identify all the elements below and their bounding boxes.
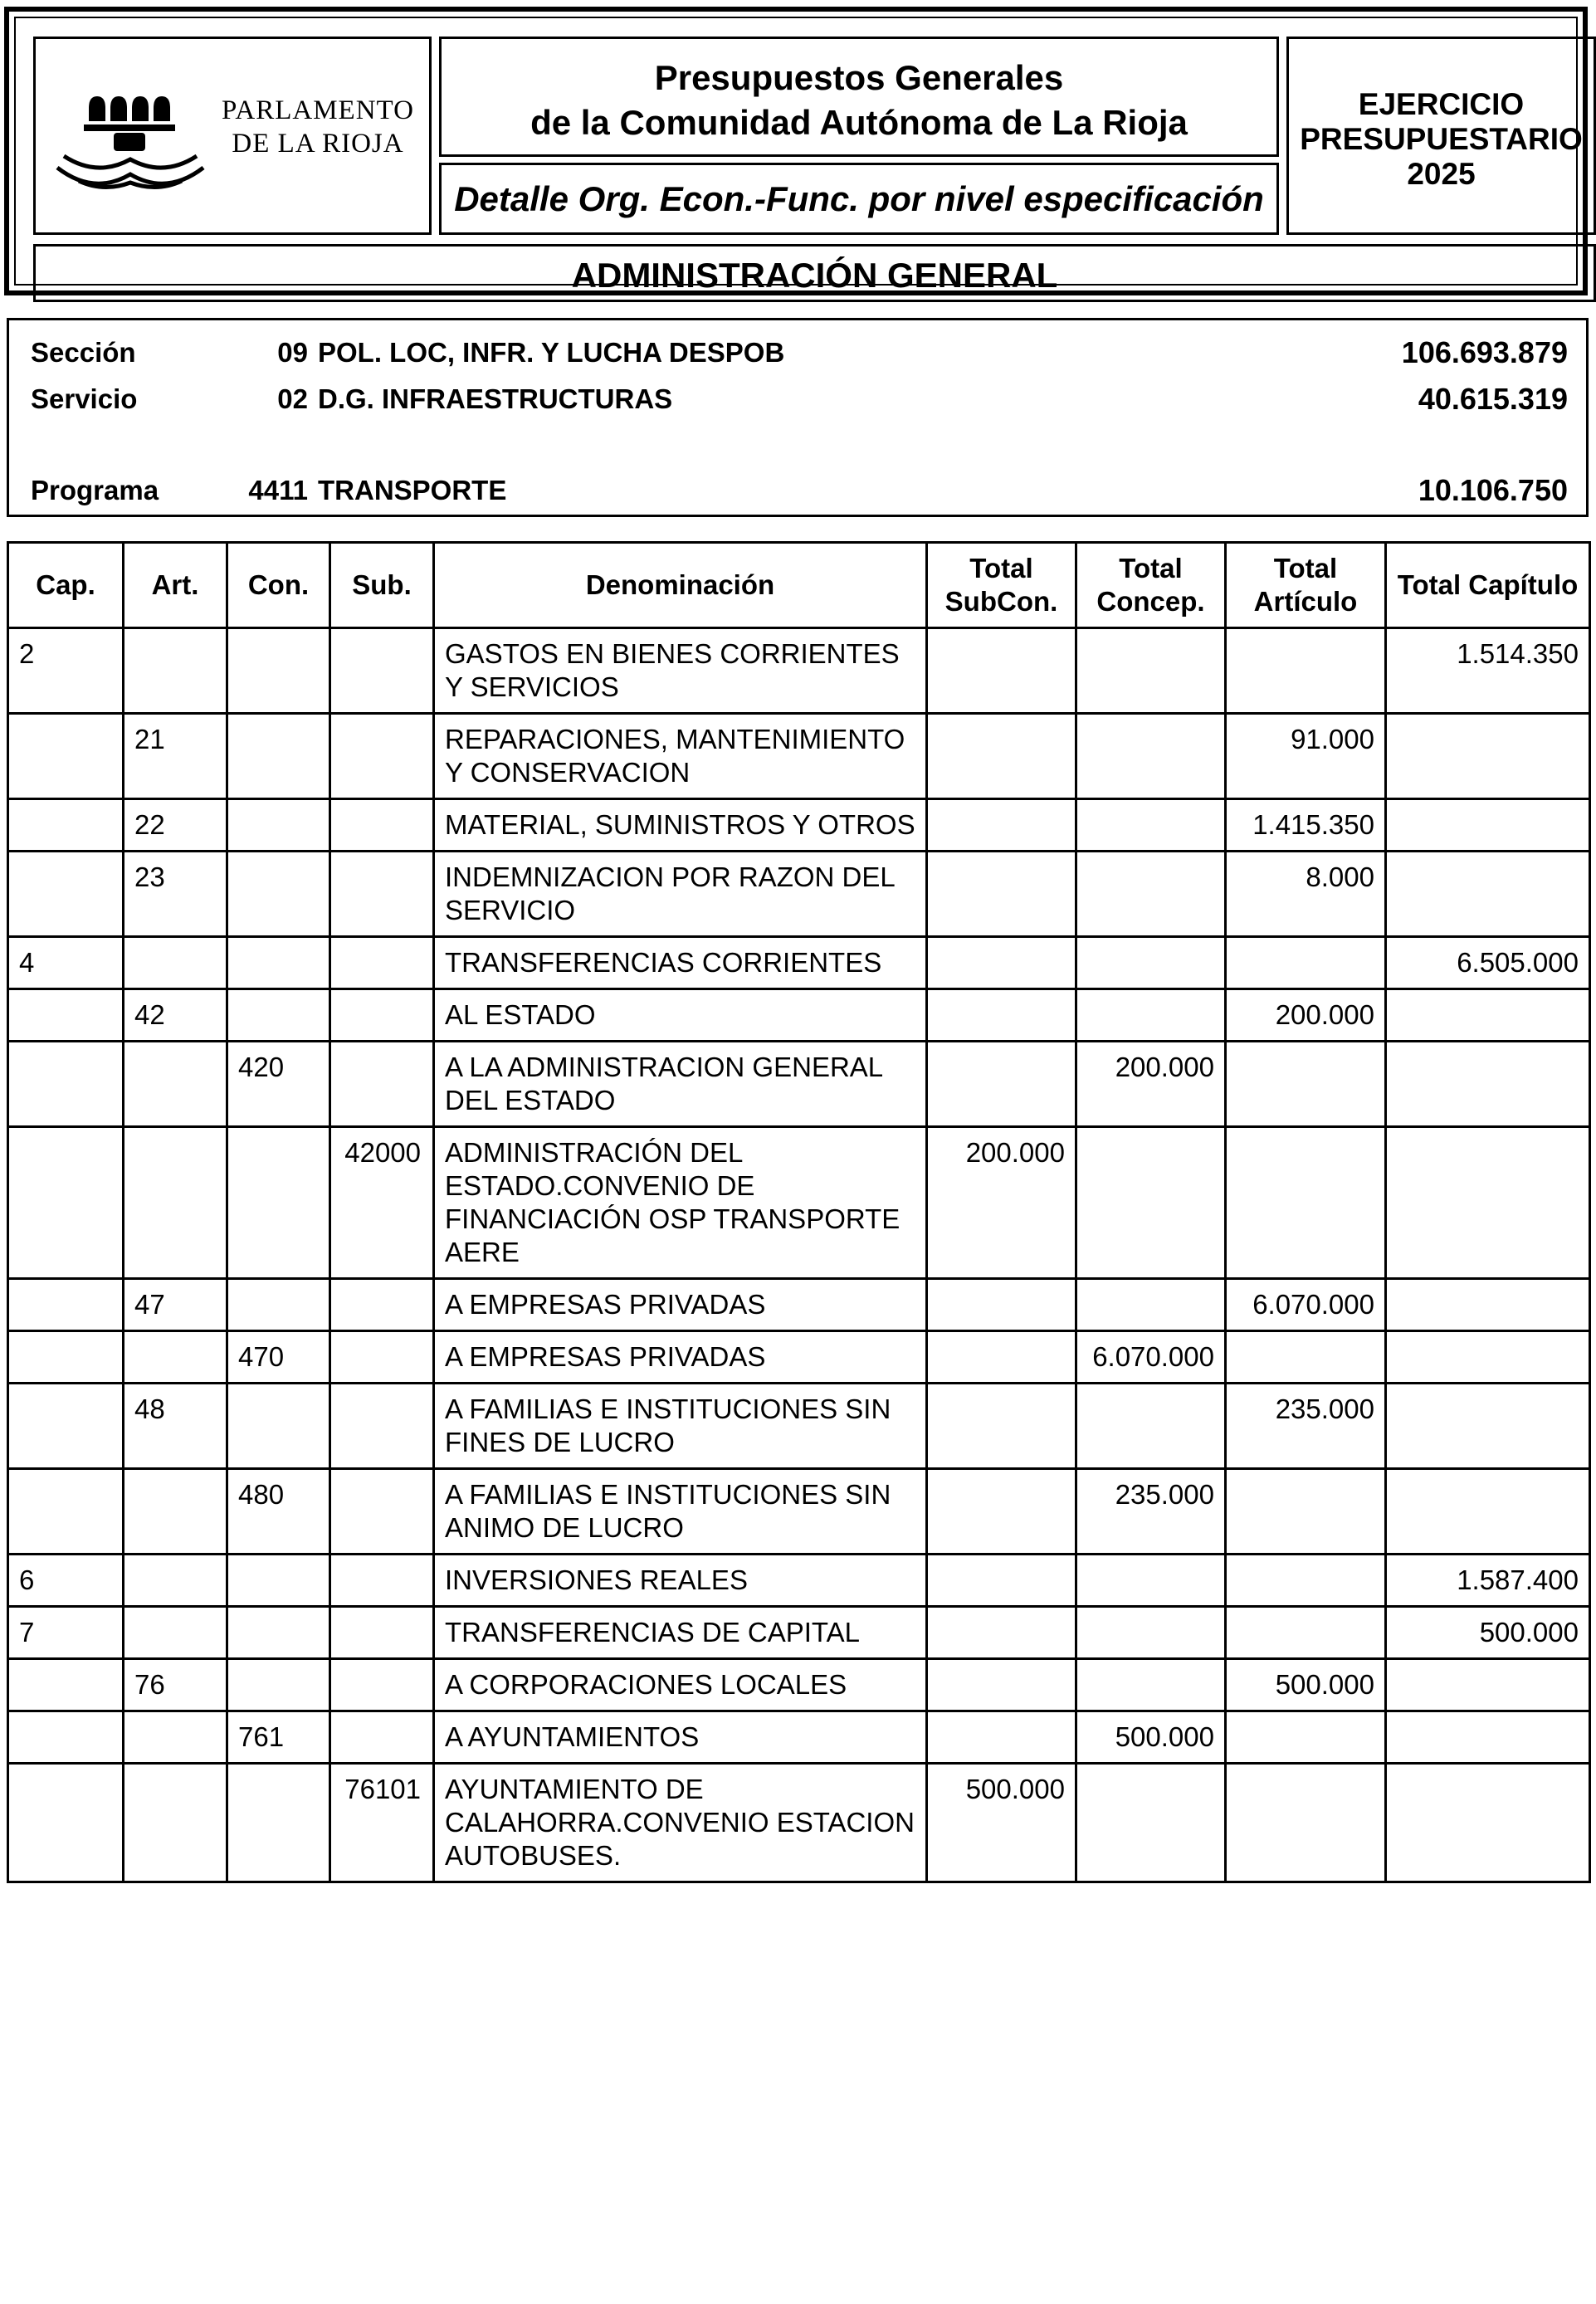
cell-art xyxy=(124,628,227,714)
cell-denominacion: INDEMNIZACION POR RAZON DEL SERVICIO xyxy=(434,852,927,937)
cell-con: 761 xyxy=(227,1711,330,1764)
cell-cap xyxy=(8,714,124,799)
cell-art: 23 xyxy=(124,852,227,937)
year-line-2: PRESUPUESTARIO xyxy=(1300,122,1583,156)
administration-title: ADMINISTRACIÓN GENERAL xyxy=(571,256,1058,295)
table-row xyxy=(8,852,1590,937)
cell-total-subcon xyxy=(927,1384,1076,1469)
cell-cap xyxy=(8,799,124,852)
cell-total-articulo xyxy=(1226,628,1386,714)
cell-total-subcon xyxy=(927,1042,1076,1127)
col-header-denominacion: Denominación xyxy=(434,543,927,628)
cell-total-subcon xyxy=(927,714,1076,799)
cell-total-subcon xyxy=(927,1711,1076,1764)
table-row xyxy=(8,1555,1590,1607)
programa-row xyxy=(9,470,1586,511)
cell-total-concep xyxy=(1076,714,1226,799)
cell-denominacion: AYUNTAMIENTO DE CALAHORRA.CONVENIO ESTACION AUTOBUSES. xyxy=(434,1764,927,1882)
cell-total-concep xyxy=(1076,1764,1226,1882)
cell-con xyxy=(227,1607,330,1659)
cell-cap xyxy=(8,1711,124,1764)
budget-table-body xyxy=(8,628,1590,1882)
cell-denominacion: A FAMILIAS E INSTITUCIONES SIN FINES DE LUCRO xyxy=(434,1384,927,1469)
budget-table xyxy=(7,541,1591,1883)
cell-total-concep xyxy=(1076,628,1226,714)
cell-art xyxy=(124,1607,227,1659)
servicio-amount: 40.615.319 xyxy=(1418,382,1568,416)
cell-total-subcon xyxy=(927,1469,1076,1555)
cell-total-articulo: 200.000 xyxy=(1226,989,1386,1042)
table-header-row xyxy=(8,543,1590,628)
subtitle-box xyxy=(439,163,1279,235)
cell-total-concep: 235.000 xyxy=(1076,1469,1226,1555)
cell-con: 470 xyxy=(227,1331,330,1384)
cell-total-concep xyxy=(1076,1279,1226,1331)
cell-total-articulo xyxy=(1226,1127,1386,1279)
table-row xyxy=(8,1331,1590,1384)
cell-art: 22 xyxy=(124,799,227,852)
cell-sub xyxy=(330,1659,434,1711)
cell-total-subcon xyxy=(927,628,1076,714)
cell-sub xyxy=(330,628,434,714)
cell-total-subcon xyxy=(927,1279,1076,1331)
cell-total-capitulo xyxy=(1386,1384,1590,1469)
col-header-cap: Cap. xyxy=(8,543,124,628)
cell-total-concep xyxy=(1076,799,1226,852)
cell-total-articulo: 8.000 xyxy=(1226,852,1386,937)
cell-total-subcon: 200.000 xyxy=(927,1127,1076,1279)
cell-cap xyxy=(8,1764,124,1882)
cell-cap: 7 xyxy=(8,1607,124,1659)
title-line-1: Presupuestos Generales xyxy=(654,58,1064,97)
cell-total-articulo xyxy=(1226,1042,1386,1127)
seccion-amount: 106.693.879 xyxy=(1401,335,1568,369)
cell-cap xyxy=(8,1127,124,1279)
cell-total-capitulo xyxy=(1386,1127,1590,1279)
cell-total-subcon xyxy=(927,1607,1076,1659)
cell-total-articulo xyxy=(1226,937,1386,989)
cell-total-capitulo: 500.000 xyxy=(1386,1607,1590,1659)
table-row xyxy=(8,937,1590,989)
col-header-total-capitulo: Total Capítulo xyxy=(1386,543,1590,628)
cell-denominacion: A EMPRESAS PRIVADAS xyxy=(434,1279,927,1331)
seccion-code: 09 xyxy=(277,337,308,368)
seccion-row xyxy=(9,332,1586,373)
cell-denominacion: GASTOS EN BIENES CORRIENTES Y SERVICIOS xyxy=(434,628,927,714)
cell-denominacion: A LA ADMINISTRACION GENERAL DEL ESTADO xyxy=(434,1042,927,1127)
cell-denominacion: A AYUNTAMIENTOS xyxy=(434,1711,927,1764)
cell-sub xyxy=(330,1042,434,1127)
cell-total-capitulo: 1.514.350 xyxy=(1386,628,1590,714)
table-row xyxy=(8,1711,1590,1764)
table-row xyxy=(8,1469,1590,1555)
cell-total-concep xyxy=(1076,1555,1226,1607)
cell-cap xyxy=(8,1331,124,1384)
cell-cap: 4 xyxy=(8,937,124,989)
table-row xyxy=(8,1127,1590,1279)
cell-total-concep xyxy=(1076,1127,1226,1279)
cell-denominacion: TRANSFERENCIAS DE CAPITAL xyxy=(434,1607,927,1659)
title-line-2: de la Comunidad Autónoma de La Rioja xyxy=(530,103,1188,142)
cell-total-subcon xyxy=(927,852,1076,937)
table-row xyxy=(8,1384,1590,1469)
cell-total-subcon xyxy=(927,1659,1076,1711)
document-subtitle: Detalle Org. Econ.-Func. por nivel especificación xyxy=(454,179,1264,218)
cell-total-articulo xyxy=(1226,1711,1386,1764)
cell-total-articulo: 1.415.350 xyxy=(1226,799,1386,852)
servicio-desc: D.G. INFRAESTRUCTURAS xyxy=(318,383,673,414)
cell-denominacion: TRANSFERENCIAS CORRIENTES xyxy=(434,937,927,989)
table-row xyxy=(8,1607,1590,1659)
cell-total-concep xyxy=(1076,937,1226,989)
cell-con xyxy=(227,714,330,799)
cell-total-concep: 6.070.000 xyxy=(1076,1331,1226,1384)
programa-amount: 10.106.750 xyxy=(1418,473,1568,507)
cell-art: 76 xyxy=(124,1659,227,1711)
cell-total-capitulo xyxy=(1386,1659,1590,1711)
cell-denominacion: A EMPRESAS PRIVADAS xyxy=(434,1331,927,1384)
cell-cap: 6 xyxy=(8,1555,124,1607)
col-header-con: Con. xyxy=(227,543,330,628)
cell-total-articulo: 6.070.000 xyxy=(1226,1279,1386,1331)
cell-sub xyxy=(330,989,434,1042)
cell-art xyxy=(124,1331,227,1384)
logo-text xyxy=(210,94,426,160)
cell-art xyxy=(124,1469,227,1555)
cell-denominacion: REPARACIONES, MANTENIMIENTO Y CONSERVACION xyxy=(434,714,927,799)
cell-con xyxy=(227,799,330,852)
logo-line-2: DE LA RIOJA xyxy=(232,129,404,159)
cell-art xyxy=(124,1711,227,1764)
cell-sub xyxy=(330,1279,434,1331)
cell-total-capitulo xyxy=(1386,799,1590,852)
cell-art xyxy=(124,937,227,989)
table-row xyxy=(8,989,1590,1042)
fiscal-year xyxy=(1289,87,1594,192)
col-header-total-articulo: Total Artículo xyxy=(1226,543,1386,628)
cell-denominacion: A CORPORACIONES LOCALES xyxy=(434,1659,927,1711)
cell-total-capitulo xyxy=(1386,852,1590,937)
cell-total-concep xyxy=(1076,852,1226,937)
cell-con xyxy=(227,1764,330,1882)
cell-sub: 76101 xyxy=(330,1764,434,1882)
cell-total-subcon xyxy=(927,937,1076,989)
cell-denominacion: INVERSIONES REALES xyxy=(434,1555,927,1607)
table-row xyxy=(8,799,1590,852)
cell-sub xyxy=(330,799,434,852)
cell-total-subcon xyxy=(927,799,1076,852)
cell-total-concep xyxy=(1076,1384,1226,1469)
table-row xyxy=(8,1659,1590,1711)
cell-art xyxy=(124,1555,227,1607)
cell-total-concep xyxy=(1076,1607,1226,1659)
cell-total-capitulo xyxy=(1386,1331,1590,1384)
cell-con xyxy=(227,1279,330,1331)
cell-total-capitulo xyxy=(1386,1042,1590,1127)
col-header-total-concep: Total Concep. xyxy=(1076,543,1226,628)
cell-total-concep xyxy=(1076,1659,1226,1711)
table-row xyxy=(8,1764,1590,1882)
cell-sub xyxy=(330,1331,434,1384)
cell-total-concep: 200.000 xyxy=(1076,1042,1226,1127)
cell-total-capitulo xyxy=(1386,989,1590,1042)
cell-total-articulo xyxy=(1226,1469,1386,1555)
cell-cap xyxy=(8,1042,124,1127)
cell-total-concep: 500.000 xyxy=(1076,1711,1226,1764)
cell-con xyxy=(227,989,330,1042)
cell-sub xyxy=(330,1384,434,1469)
col-header-sub: Sub. xyxy=(330,543,434,628)
cell-denominacion: MATERIAL, SUMINISTROS Y OTROS xyxy=(434,799,927,852)
cell-sub xyxy=(330,1607,434,1659)
logo-line-1: PARLAMENTO xyxy=(222,95,414,125)
servicio-code: 02 xyxy=(277,383,308,414)
cell-denominacion: AL ESTADO xyxy=(434,989,927,1042)
cell-total-subcon xyxy=(927,1331,1076,1384)
cell-con xyxy=(227,1659,330,1711)
cell-con: 480 xyxy=(227,1469,330,1555)
cell-con xyxy=(227,1127,330,1279)
table-row xyxy=(8,714,1590,799)
cell-cap xyxy=(8,852,124,937)
cell-cap xyxy=(8,989,124,1042)
cell-sub xyxy=(330,714,434,799)
cell-cap xyxy=(8,1384,124,1469)
cell-total-capitulo: 1.587.400 xyxy=(1386,1555,1590,1607)
cell-sub xyxy=(330,852,434,937)
cell-total-subcon: 500.000 xyxy=(927,1764,1076,1882)
cell-art: 47 xyxy=(124,1279,227,1331)
cell-sub xyxy=(330,1711,434,1764)
cell-total-capitulo xyxy=(1386,1711,1590,1764)
cell-sub xyxy=(330,1555,434,1607)
seccion-desc: POL. LOC, INFR. Y LUCHA DESPOB xyxy=(318,337,785,368)
table-row xyxy=(8,628,1590,714)
cell-art xyxy=(124,1042,227,1127)
table-row xyxy=(8,1279,1590,1331)
cell-total-articulo xyxy=(1226,1555,1386,1607)
cell-sub: 42000 xyxy=(330,1127,434,1279)
year-line-3: 2025 xyxy=(1407,157,1476,191)
col-header-art: Art. xyxy=(124,543,227,628)
servicio-label: Servicio xyxy=(31,383,138,414)
cell-sub xyxy=(330,1469,434,1555)
year-line-1: EJERCICIO xyxy=(1358,87,1525,121)
servicio-row xyxy=(9,378,1586,420)
col-header-total-subcon: Total SubCon. xyxy=(927,543,1076,628)
cell-total-articulo: 91.000 xyxy=(1226,714,1386,799)
cell-con xyxy=(227,1384,330,1469)
cell-art xyxy=(124,1127,227,1279)
document-title xyxy=(442,56,1276,145)
cell-total-capitulo xyxy=(1386,1764,1590,1882)
cell-denominacion: ADMINISTRACIÓN DEL ESTADO.CONVENIO DE FINANCIACIÓN OSP TRANSPORTE AERE xyxy=(434,1127,927,1279)
header-inner-frame xyxy=(14,17,1583,295)
cell-cap: 2 xyxy=(8,628,124,714)
cell-con xyxy=(227,937,330,989)
cell-con: 420 xyxy=(227,1042,330,1127)
logo-box xyxy=(33,37,432,235)
fiscal-year-box xyxy=(1286,37,1596,235)
programa-label: Programa xyxy=(31,475,159,505)
cell-cap xyxy=(8,1279,124,1331)
cell-total-articulo: 235.000 xyxy=(1226,1384,1386,1469)
cell-con xyxy=(227,628,330,714)
programa-code: 4411 xyxy=(248,475,308,505)
parliament-logo-icon xyxy=(46,76,212,201)
cell-con xyxy=(227,852,330,937)
cell-denominacion: A FAMILIAS E INSTITUCIONES SIN ANIMO DE LUCRO xyxy=(434,1469,927,1555)
cell-cap xyxy=(8,1659,124,1711)
cell-total-capitulo xyxy=(1386,714,1590,799)
cell-sub xyxy=(330,937,434,989)
cell-total-subcon xyxy=(927,1555,1076,1607)
cell-total-capitulo: 6.505.000 xyxy=(1386,937,1590,989)
administration-box xyxy=(33,244,1596,302)
title-box xyxy=(439,37,1279,157)
organization-info xyxy=(7,318,1589,517)
cell-total-subcon xyxy=(927,989,1076,1042)
cell-con xyxy=(227,1555,330,1607)
seccion-label: Sección xyxy=(31,337,136,368)
cell-total-capitulo xyxy=(1386,1279,1590,1331)
table-row xyxy=(8,1042,1590,1127)
cell-art: 48 xyxy=(124,1384,227,1469)
cell-cap xyxy=(8,1469,124,1555)
cell-art: 21 xyxy=(124,714,227,799)
cell-art xyxy=(124,1764,227,1882)
cell-total-articulo xyxy=(1226,1764,1386,1882)
cell-total-articulo: 500.000 xyxy=(1226,1659,1386,1711)
cell-total-capitulo xyxy=(1386,1469,1590,1555)
programa-desc: TRANSPORTE xyxy=(318,475,507,505)
cell-total-concep xyxy=(1076,989,1226,1042)
cell-art: 42 xyxy=(124,989,227,1042)
cell-total-articulo xyxy=(1226,1331,1386,1384)
cell-total-articulo xyxy=(1226,1607,1386,1659)
